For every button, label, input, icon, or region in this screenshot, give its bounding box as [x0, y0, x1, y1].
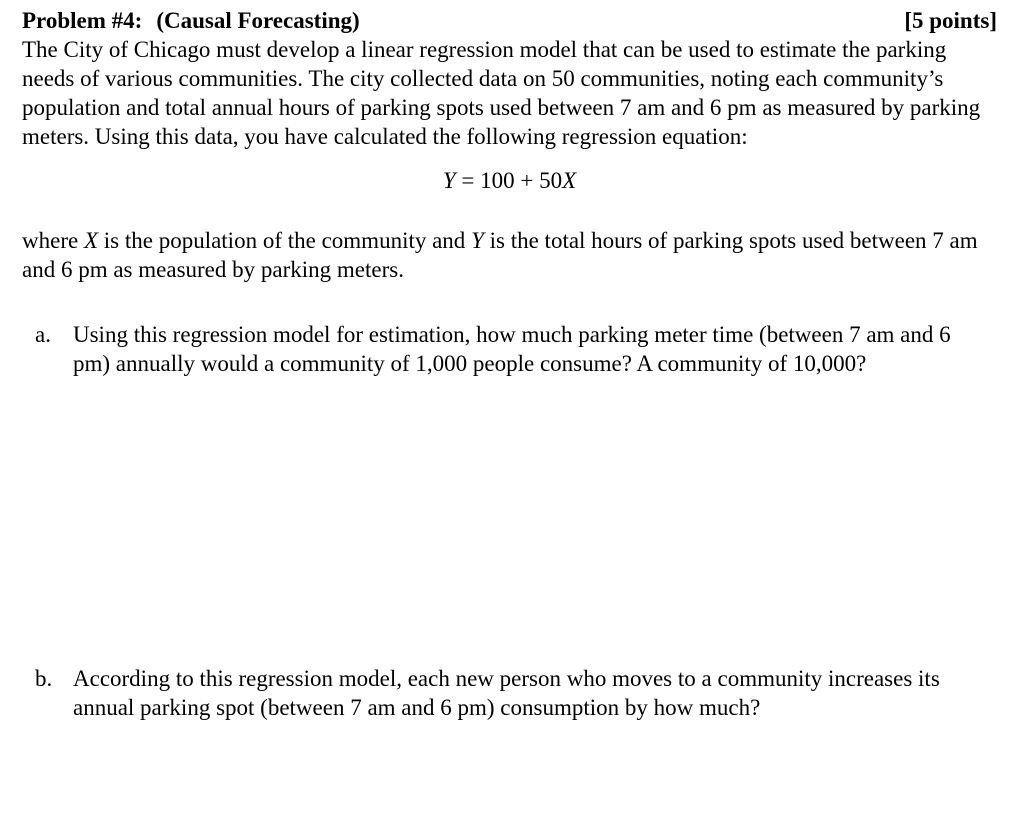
equation-x: X	[562, 168, 577, 193]
question-a	[35, 320, 953, 378]
document-page	[22, 6, 997, 284]
variable-definition	[22, 226, 992, 284]
question-b-text: According to this regression model, each new person who moves to a community increases its annual parking spot (between 7 am and 6 pm) consumption by how much?	[73, 666, 940, 720]
equation-y: Y	[442, 168, 456, 193]
problem-title	[22, 6, 360, 35]
regression-equation	[22, 166, 997, 195]
definition-part3: is the total hours of parking spots used between 7 am and 6 pm as measured by parking meters.	[22, 228, 978, 282]
problem-number: Problem #4:	[22, 8, 143, 33]
problem-topic: (Causal Forecasting)	[156, 8, 360, 33]
question-a-text: Using this regression model for estimation, how much parking meter time (between 7 am and 6 pm) annually would a community of 1,000 people consume? A community of 10,000?	[73, 322, 951, 376]
question-b-label: b.	[35, 666, 53, 691]
problem-header	[22, 6, 997, 35]
definition-part1: where	[22, 228, 84, 253]
problem-points: [5 points]	[904, 8, 997, 33]
question-b	[35, 664, 953, 722]
equation-middle: = 100 + 50	[455, 168, 563, 193]
question-a-label: a.	[35, 322, 51, 347]
definition-x: X	[83, 228, 98, 253]
definition-y: Y	[471, 228, 484, 253]
problem-intro: The City of Chicago must develop a linear regression model that can be used to estimate the parking needs of various communities. The city collected data on 50 communities, noting each community’s population and total annual hours of parking spots used between 7 am and 6 pm as measured by parking meters. Using this data, you have calculated the following regression equation:	[22, 37, 981, 149]
definition-part2: is the population of the community and	[98, 228, 472, 253]
